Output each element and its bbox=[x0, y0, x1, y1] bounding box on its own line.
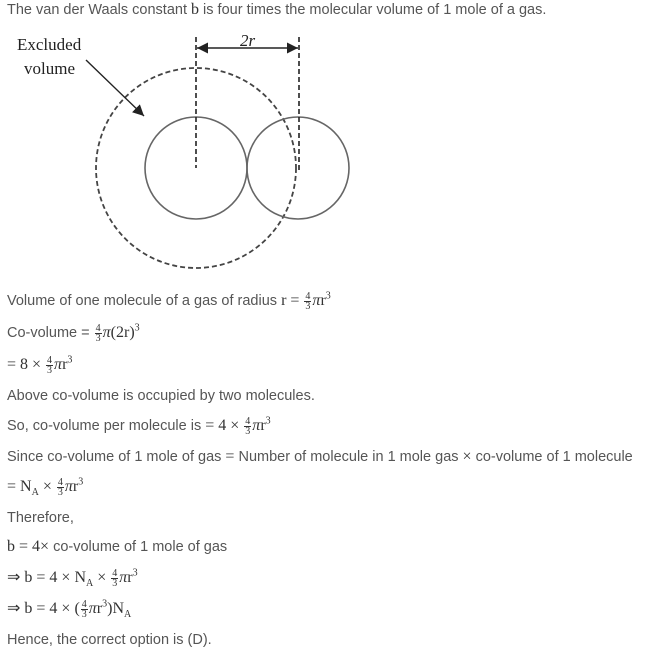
line-volume-molecule: Volume of one molecule of a gas of radius r = $\frac{4}{3}$ $\pi r^3$ bbox=[7, 290, 331, 312]
line-eight-times: = 8 × $\frac{4}{3}$ $\pi r^3$ bbox=[7, 354, 73, 376]
label-excluded: Excluded bbox=[17, 35, 82, 54]
line-implies-2: ⇒ b = 4 × ( $\frac{4}{3}$ $\pi r^3)N_A$ bbox=[7, 598, 132, 621]
excluded-volume-diagram bbox=[0, 0, 666, 280]
line-two-molecules: Above co-volume is occupied by two molecules. bbox=[7, 388, 315, 404]
line-b-equals: b = 4× co-volume of 1 mole of gas bbox=[7, 538, 228, 555]
radius-label: 2r bbox=[240, 31, 256, 50]
line-since-co-volume: Since co-volume of 1 mole of gas = Number of molecule in 1 mole gas × co-volume of 1 molecule bbox=[7, 448, 633, 465]
line-co-volume: Co-volume = $\frac{4}{3}$ $\pi(2r)^3$ bbox=[7, 322, 140, 344]
molecule-right bbox=[247, 117, 349, 219]
line-na-times: = $N_A$ × $\frac{4}{3}$ $\pi r^3$ bbox=[7, 476, 84, 499]
line-therefore: Therefore, bbox=[7, 510, 74, 526]
intro-text: The van der Waals constant b is four times the molecular volume of 1 mole of a gas. bbox=[7, 1, 547, 18]
line-per-molecule: So, co-volume per molecule is = 4 × $\frac{4}{3}$ $\pi r^3$ bbox=[7, 415, 271, 437]
line-implies-1: ⇒ $b = 4 \times N_A$ × $\frac{4}{3}$ $\pi r^3$ bbox=[7, 567, 138, 590]
line-answer: Hence, the correct option is (D). bbox=[7, 632, 212, 648]
label-pointer-arrow bbox=[86, 60, 144, 116]
label-volume: volume bbox=[24, 59, 75, 78]
